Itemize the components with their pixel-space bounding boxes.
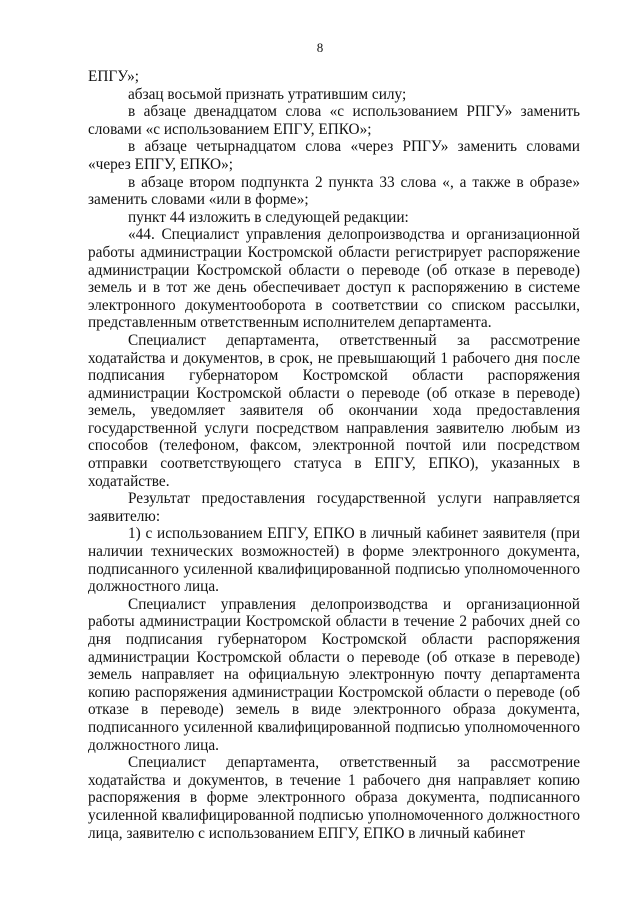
page-number: 8 [316,40,324,55]
paragraph: в абзаце втором подпункта 2 пункта 33 слова «, а также в образе» заменить словами «или в форме»; [88,173,580,209]
paragraph: в абзаце двенадцатом слова «с использованием РПГУ» заменить словами «с использованием ЕПГУ, ЕПКО»; [88,103,580,138]
paragraph: Специалист управления делопроизводства и организационной работы администрации Костромской области в течение 2 рабочих дней со дня подписания губернатором Костромской области распоряжения администрации Костромской области о переводе (об отказе в переводе) земель направляет на официальную электронную почту департамента копию распоряжения администрации Костромской области о переводе (об отказе в переводе) земель в виде электронного образа документа, подписанного усиленной квалифицированной подписью уполномоченного должностного лица. [88,595,580,754]
document-body [88,68,580,842]
paragraph: 1) с использованием ЕПГУ, ЕПКО в личный кабинет заявителя (при наличии технических возможностей) в форме электронного документа, подписанного усиленной квалифицированной подписью уполномоченного должностного лица. [88,525,580,596]
paragraph: абзац восьмой признать утратившим силу; [128,85,407,103]
paragraph: пункт 44 изложить в следующей редакции: [128,208,409,226]
paragraph: в абзаце четырнадцатом слова «через РПГУ» заменить словами «через ЕПГУ, ЕПКО»; [88,138,580,173]
paragraph: «44. Специалист управления делопроизводства и организационной работы администрации Костромской области регистрирует распоряжение администрации Костромской области о переводе (об отказе в переводе) земель и в тот же день обеспечивает доступ к распоряжению в системе электронного документооборота в соответствии со списком рассылки, представленным ответственным исполнителем департамента. [88,226,580,332]
paragraph: Специалист департамента, ответственный за рассмотрение ходатайства и документов, в срок, не превышающий 1 рабочего дня после подписания губернатором Костромской области распоряжения администрации Костромской области о переводе (об отказе в переводе) земель, уведомляет заявителя об окончании хода предоставления государственной услуги посредством направления заявителю любым из способов (телефоном, факсом, электронной почтой или посредством отправки соответствующего статуса в ЕПГУ, ЕПКО), указанных в ходатайстве. [88,331,580,490]
paragraph: Специалист департамента, ответственный за рассмотрение ходатайства и документов, в течение 1 рабочего дня направляет копию распоряжения в форме электронного образа документа, подписанного усиленной квалифицированной подписью уполномоченного должностного лица, заявителю с использованием ЕПГУ, ЕПКО в личный кабинет [88,754,580,842]
paragraph: ЕПГУ»; [88,68,139,85]
paragraph: Результат предоставления государственной услуги направляется заявителю: [88,490,580,525]
